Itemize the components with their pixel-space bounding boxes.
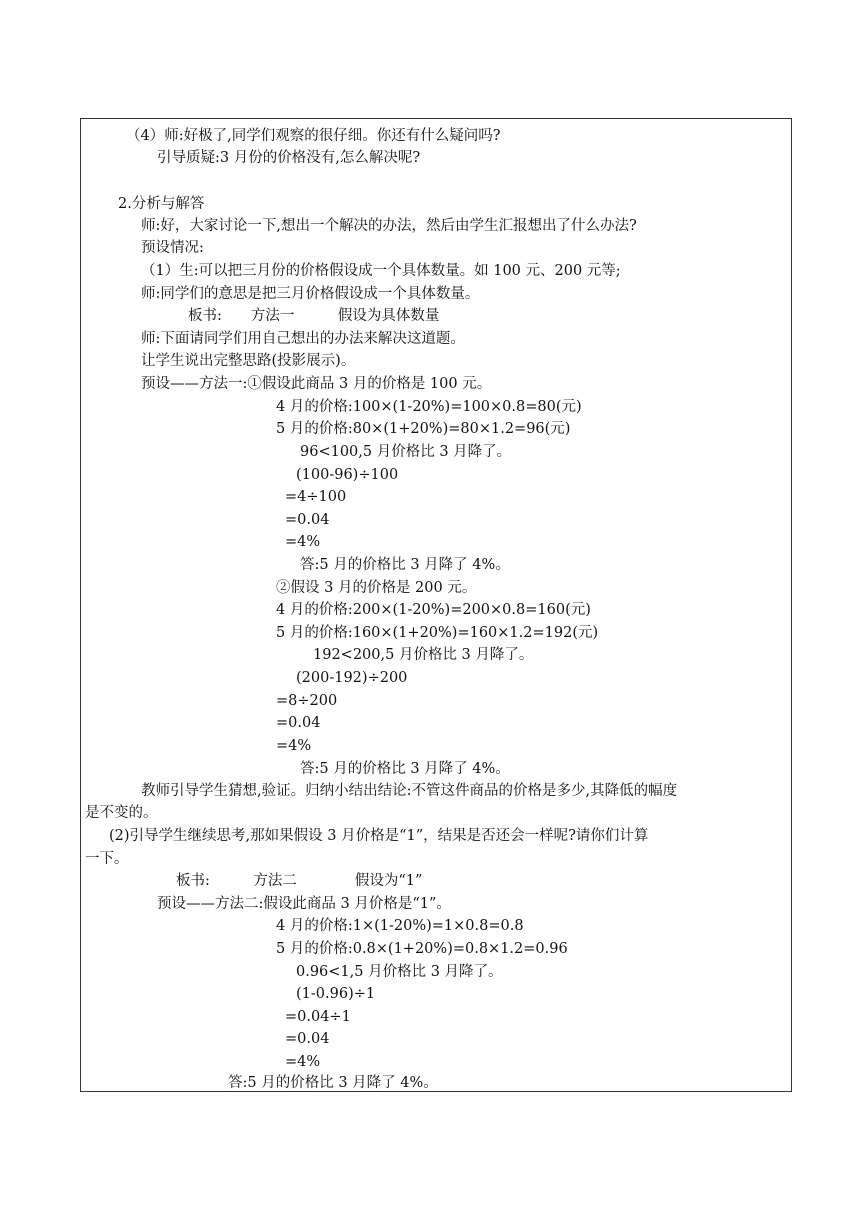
- formula-line: =4%: [285, 534, 321, 550]
- formula-line: =0.04: [276, 715, 321, 731]
- section-heading: 2.分析与解答: [118, 196, 205, 212]
- text-line: 师:同学们的意思是把三月价格假设成一个具体数量。: [141, 286, 480, 302]
- formula-line: 96<100,5 月价格比 3 月降了。: [300, 444, 512, 460]
- formula-line: 4 月的价格:100×(1-20%)=100×0.8=80(元): [276, 399, 582, 415]
- text-line: 预设——方法二:假设此商品 3 月价格是“1”。: [157, 896, 451, 912]
- text-line: (2)引导学生继续思考,那如果假设 3 月价格是“1”，结果是否还会一样呢?请你们计算: [109, 828, 649, 844]
- text-line: 师:好，大家讨论一下,想出一个解决的办法，然后由学生汇报想出了什么办法?: [141, 218, 637, 234]
- board-note: 板书: 方法一 假设为具体数量: [188, 308, 440, 324]
- text-line: （1）生:可以把三月份的价格假设成一个具体数量。如 100 元、200 元等;: [141, 263, 621, 279]
- text-line: 一下。: [85, 851, 129, 867]
- formula-line: 192<200,5 月价格比 3 月降了。: [313, 647, 534, 663]
- text-line: 让学生说出完整思路(投影展示)。: [141, 353, 356, 369]
- formula-line: =0.04: [285, 512, 330, 528]
- answer-line: 答:5 月的价格比 3 月降了 4%。: [300, 557, 510, 573]
- formula-line: =0.04: [285, 1031, 330, 1047]
- text-line: 引导质疑:3 月份的价格没有,怎么解决呢?: [157, 150, 421, 166]
- formula-line: =0.04÷1: [285, 1009, 351, 1025]
- formula-line: 0.96<1,5 月价格比 3 月降了。: [296, 964, 503, 980]
- formula-line: 4 月的价格:200×(1-20%)=200×0.8=160(元): [276, 602, 591, 618]
- text-line: 预设——方法一:①假设此商品 3 月的价格是 100 元。: [141, 376, 492, 392]
- formula-line: (1-0.96)÷1: [296, 986, 376, 1002]
- formula-line: 5 月的价格:160×(1+20%)=160×1.2=192(元): [276, 625, 599, 641]
- formula-line: (200-192)÷200: [296, 670, 408, 686]
- answer-line: 答:5 月的价格比 3 月降了 4%。: [300, 761, 510, 777]
- text-line: 师:下面请同学们用自己想出的办法来解决这道题。: [141, 331, 465, 347]
- text-line: 是不变的。: [85, 805, 158, 821]
- formula-line: 4 月的价格:1×(1-20%)=1×0.8=0.8: [276, 918, 524, 934]
- formula-line: 5 月的价格:0.8×(1+20%)=0.8×1.2=0.96: [276, 941, 568, 957]
- formula-line: =8÷200: [276, 693, 338, 709]
- text-line: 教师引导学生猜想,验证。归纳小结出结论:不管这件商品的价格是多少,其降低的幅度: [141, 783, 678, 799]
- formula-line: =4÷100: [285, 489, 347, 505]
- text-line: （4）师:好极了,同学们观察的很仔细。你还有什么疑问吗?: [126, 128, 501, 144]
- text-line: 预设情况:: [141, 240, 204, 256]
- text-line: ②假设 3 月的价格是 200 元。: [276, 580, 477, 596]
- formula-line: 5 月的价格:80×(1+20%)=80×1.2=96(元): [276, 421, 571, 437]
- answer-line: 答:5 月的价格比 3 月降了 4%。: [228, 1075, 438, 1091]
- formula-line: =4%: [285, 1054, 321, 1070]
- formula-line: =4%: [276, 738, 312, 754]
- board-note: 板书: 方法二 假设为“1”: [176, 873, 423, 889]
- formula-line: (100-96)÷100: [296, 467, 399, 483]
